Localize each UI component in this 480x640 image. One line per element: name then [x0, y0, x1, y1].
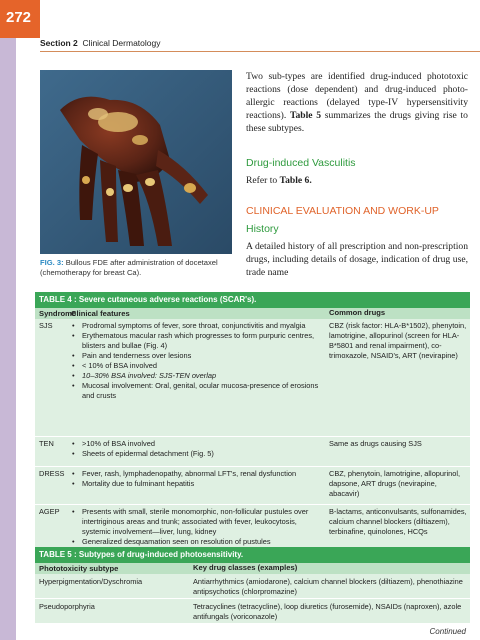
table-row: [35, 599, 470, 623]
history-subheading: History: [246, 223, 279, 235]
evaluation-heading: CLINICAL EVALUATION AND WORK-UP: [246, 205, 439, 217]
feature-item: • < 10% of BSA involved: [71, 361, 321, 371]
page-number: 272: [6, 9, 32, 26]
feature-item: • Pain and tenderness over lesions: [71, 351, 321, 361]
figure-caption-text: Bullous FDE after administration of docetaxel (chemotherapy for breast Ca).: [40, 258, 218, 277]
subtype-cell: Pseudoporphyria: [39, 602, 95, 611]
syndrome-cell: AGEP: [39, 507, 60, 516]
drugs-cell: CBZ, phenytoin, lamotrigine, allopurinol, dapsone, ART drugs (nevirapine, abacavir): [329, 469, 461, 498]
drugs-cell: Same as drugs causing SJS: [329, 439, 422, 448]
feature-item: • Presents with small, sterile monomorphic, non-follicular pustules over intertriginous areas and trunk; associated with fever, leukocytosis, systemic involvement—liver, lung, kidney: [71, 507, 321, 537]
table-row: [35, 505, 470, 553]
features-list: [71, 469, 321, 489]
th-subtype: Phototoxicity subtype: [39, 564, 119, 573]
table-4-header: [35, 308, 470, 319]
feature-item: • Prodromal symptoms of fever, sore throat, conjunctivitis and myalgia: [71, 321, 321, 331]
table-row: [35, 574, 470, 598]
drug-classes-cell: Tetracyclines (tetracycline), loop diuretics (furosemide), NSAIDs (naproxen), azole antifungals (voriconazole): [193, 602, 462, 621]
th-common-drugs: Common drugs: [329, 308, 386, 317]
vasculitis-heading: Drug-induced Vasculitis: [246, 157, 356, 169]
subtype-cell: Hyperpigmentation/Dyschromia: [39, 577, 143, 586]
intro-text: Two sub-types are identified drug-induced phototoxic reactions (dose dependent) and drug-induced photo-allergic reactions (delayed type-IV hypersensitivity reactions).: [246, 71, 468, 121]
feature-item: • Fever, rash, lymphadenopathy, abnormal LFT's, renal dysfunction: [71, 469, 321, 479]
page-side-band: [0, 0, 16, 640]
table-4-title: TABLE 4 : Severe cutaneous adverse reactions (SCAR's).: [35, 292, 470, 308]
feature-item: • Erythematous macular rash which progresses to form purpuric centres, blisters and bullae (Fig. 4): [71, 331, 321, 351]
table-4: [35, 292, 470, 553]
section-title: Clinical Dermatology: [82, 38, 161, 48]
figure-label: FIG. 3:: [40, 258, 64, 267]
table-5-title: TABLE 5 : Subtypes of drug-induced photosensitivity.: [35, 547, 470, 563]
vasculitis-refer: Refer to: [246, 175, 278, 186]
running-header: [40, 38, 160, 48]
syndrome-cell: DRESS: [39, 469, 65, 478]
intro-text-2: summarizes the drugs giving rise to these subtypes.: [246, 110, 468, 134]
vasculitis-text: [246, 174, 468, 187]
feature-item: • Sheets of epidermal detachment (Fig. 5): [71, 449, 321, 459]
th-syndrome: Syndrome: [39, 309, 77, 318]
feature-item: • Mortality due to fulminant hepatitis: [71, 479, 321, 489]
syndrome-cell: TEN: [39, 439, 54, 448]
table6-ref: Table 6.: [279, 175, 312, 186]
intro-paragraph: [246, 70, 468, 135]
drugs-cell: B-lactams, anticonvulsants, sulfonamides, calcium channel blockers (diltiazem), terbinafine, quinolones, HCQs: [329, 507, 467, 536]
figure-caption: [40, 258, 235, 278]
table-row: [35, 467, 470, 504]
header-rule: [40, 51, 480, 52]
page-number-box: [0, 0, 40, 38]
section-label: Section 2: [40, 38, 78, 48]
syndrome-cell: SJS: [39, 321, 53, 330]
continued-note: Continued: [429, 627, 466, 636]
features-list: [71, 321, 321, 401]
drugs-cell: CBZ (risk factor: HLA-B*1502), phenytoin, lamotrigine, allopurinol (screen for HLA-B*5801 and renal impairment), co-trimoxazole, NSAID's, ART (nevirapine): [329, 321, 467, 360]
th-drug-classes: Key drug classes (examples): [193, 563, 298, 572]
feature-item: • 10–30% BSA involved: SJS-TEN overlap: [71, 371, 321, 381]
drug-classes-cell: Antiarrhythmics (amiodarone), calcium channel blockers (diltiazem), phenothiazine antipsychotics (chlorpromazine): [193, 577, 463, 596]
table-row: [35, 437, 470, 466]
feature-item: • Mucosal involvement: Oral, genital, ocular mucosa-presence of erosions and crusts: [71, 381, 321, 401]
th-clinical-features: Clinical features: [71, 309, 130, 318]
history-text: A detailed history of all prescription and non-prescription drugs, including details of dosage, indication of drug use, trade name: [246, 241, 468, 278]
feature-item: • >10% of BSA involved: [71, 439, 321, 449]
table-5: [35, 547, 470, 623]
table5-ref: Table 5: [289, 110, 322, 121]
feature-item: • Generalized desquamation seen on resolution of pustules: [71, 537, 321, 547]
features-list: [71, 507, 321, 547]
table-row: [35, 319, 470, 436]
figure-photo-hand: [40, 70, 232, 254]
table-5-header: [35, 563, 470, 574]
features-list: [71, 439, 321, 459]
